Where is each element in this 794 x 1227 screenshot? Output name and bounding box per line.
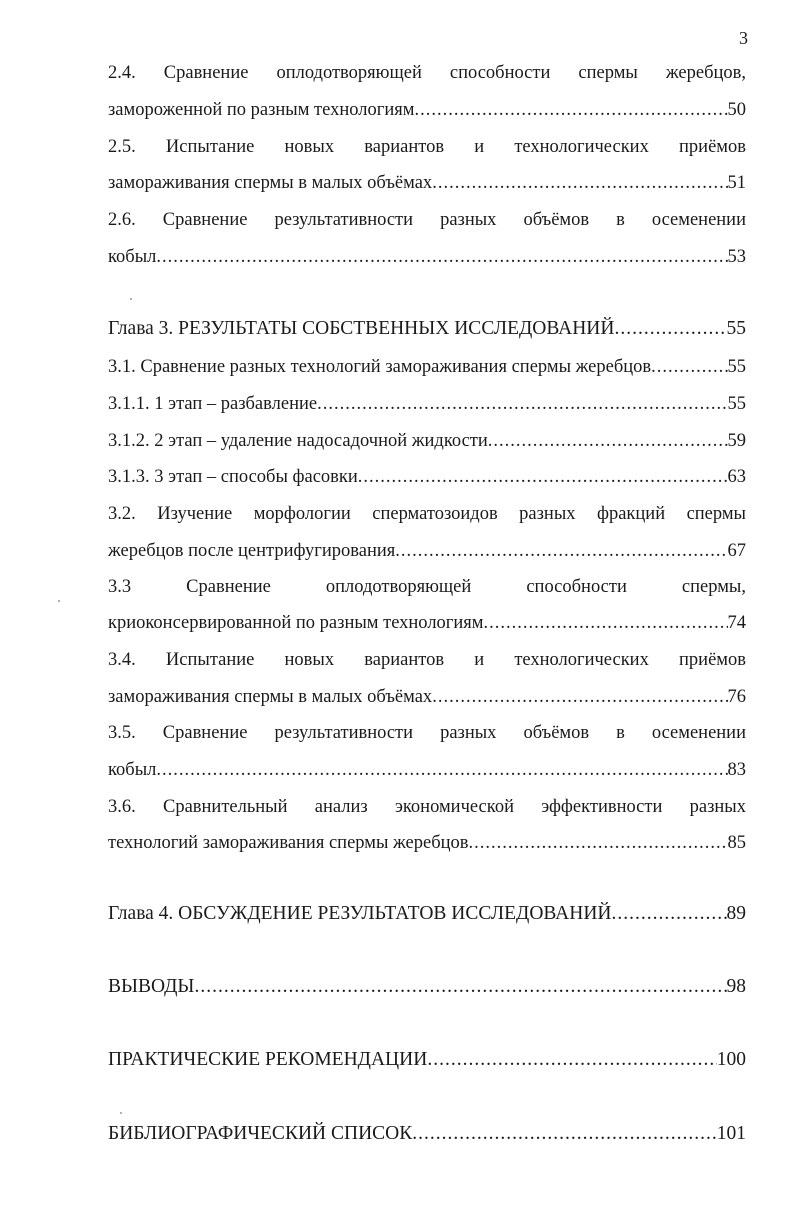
toc-page-number: 50 [727,100,746,120]
toc-word: морфологии [253,504,351,524]
toc-page-number: 59 [727,431,746,451]
scan-speck [130,298,132,300]
toc-entry-first-line [108,134,746,160]
toc-entry-title: 3.1.1. 1 этап – разбавление [108,394,318,414]
toc-leader-dots [395,538,727,564]
toc-page-number: 53 [727,247,746,267]
toc-word: и [474,137,485,157]
toc-leader-dots [432,684,727,710]
toc-leader-line [108,244,746,270]
toc-leader-line [108,170,746,196]
toc-leader-dots [194,974,726,1000]
toc-leader-dots [651,354,727,380]
toc-word: 3.4. [108,650,136,670]
toc-leader-dots [614,316,726,342]
toc-word: оплодотворяющей [276,63,422,83]
toc-entry-first-line [108,574,746,600]
toc-word: спермы [686,504,746,524]
toc-word: разных [440,723,497,743]
toc-word: 3.5. [108,723,136,743]
toc-word: технологических [514,137,649,157]
toc-leader-line [108,538,746,564]
toc-entry-title: криоконсервированной по разным технологиям [108,613,484,633]
toc-word: результативности [274,723,414,743]
toc-leader-line [108,974,746,1000]
toc-word: разных [519,504,576,524]
toc-page-number: 55 [726,318,746,339]
toc-word: разных [689,797,746,817]
toc-word: осеменении [651,723,746,743]
toc-entry-first-line [108,647,746,673]
toc-entry-title: Глава 3. РЕЗУЛЬТАТЫ СОБСТВЕННЫХ ИССЛЕДОВАНИЙ [108,318,615,339]
toc-word: вариантов [364,650,445,670]
toc-entry-title: 3.1.3. 3 этап – способы фасовки [108,467,358,487]
toc-entry-title: жеребцов после центрифугирования [108,541,396,561]
toc-page-number: 98 [726,976,746,997]
toc-entry-first-line [108,207,746,233]
toc-word: жеребцов, [665,63,746,83]
toc-entry-title: 3.1.2. 2 этап – удаление надосадочной жидкости [108,431,488,451]
toc-entry-title: Глава 4. ОБСУЖДЕНИЕ РЕЗУЛЬТАТОВ ИССЛЕДОВАНИЙ [108,903,612,924]
toc-leader-line [108,610,746,636]
toc-entry-first-line [108,720,746,746]
toc-entry-title: замороженной по разным технологиям [108,100,415,120]
toc-entry-first-line [108,794,746,820]
toc-leader-line [108,354,746,380]
toc-leader-line [108,684,746,710]
toc-entry-title: кобыл [108,760,157,780]
toc-word: объёмов [523,723,590,743]
toc-word: результативности [274,210,414,230]
toc-word: эффективности [541,797,663,817]
toc-word: 3.3 [108,577,132,597]
toc-word: анализ [314,797,368,817]
toc-word: Изучение [157,504,233,524]
toc-entry-first-line [108,501,746,527]
toc-entry-first-line [108,60,746,86]
toc-leader-dots [427,1047,716,1073]
scan-speck [120,1112,122,1114]
toc-word: в [616,723,625,743]
toc-word: способности [526,577,627,597]
toc-entry-title: 3.1. Сравнение разных технологий замораживания спермы жеребцов [108,357,652,377]
toc-leader-dots [484,610,728,636]
toc-entry-title: ПРАКТИЧЕСКИЕ РЕКОМЕНДАЦИИ [108,1049,428,1070]
toc-word: и [474,650,485,670]
toc-word: оплодотворяющей [325,577,472,597]
toc-word: спермы, [681,577,746,597]
toc-leader-line [108,428,746,454]
toc-page-number: 100 [716,1049,746,1070]
toc-word: способности [449,63,551,83]
toc-leader-dots [432,170,727,196]
toc-page-number: 67 [727,541,746,561]
toc-word: 3.2. [108,504,136,524]
toc-word: 2.6. [108,210,136,230]
toc-word: Сравнение [163,63,249,83]
toc-page-number: 74 [727,613,746,633]
toc-word: Испытание [165,137,255,157]
toc-leader-line [108,757,746,783]
toc-word: 2.4. [108,63,136,83]
toc-word: фракций [596,504,666,524]
toc-word: в [616,210,625,230]
toc-entry-title: замораживания спермы в малых объёмах [108,173,433,193]
toc-word: приёмов [679,650,746,670]
toc-page-number: 55 [727,394,746,414]
toc-leader-line [108,901,746,927]
toc-word: сперматозоидов [372,504,498,524]
toc-leader-line [108,1047,746,1073]
toc-leader-line [108,316,746,342]
toc-leader-dots [414,97,727,123]
toc-leader-dots [412,1121,717,1147]
toc-page-number: 85 [727,833,746,853]
toc-leader-line [108,391,746,417]
toc-entry-title: технологий замораживания спермы жеребцов [108,833,469,853]
toc-page-number: 76 [727,687,746,707]
toc-entry-title: БИБЛИОГРАФИЧЕСКИЙ СПИСОК [108,1123,413,1144]
toc-word: спермы [578,63,638,83]
toc-page-number: 101 [716,1123,746,1144]
toc-word: 2.5. [108,137,136,157]
toc-word: вариантов [364,137,445,157]
toc-word: Сравнение [162,723,248,743]
toc-page-number: 51 [727,173,746,193]
toc-word: технологических [514,650,649,670]
toc-word: Испытание [165,650,255,670]
toc-page-number: 89 [726,903,746,924]
toc-word: Сравнение [186,577,271,597]
toc-word: объёмов [523,210,590,230]
toc-word: Сравнение [162,210,248,230]
toc-entry-title: ВЫВОДЫ [108,976,195,997]
toc-entry-title: кобыл [108,247,157,267]
toc-leader-dots [488,428,728,454]
toc-entry-title: замораживания спермы в малых объёмах [108,687,433,707]
toc-word: новых [284,137,335,157]
toc-leader-line [108,830,746,856]
page-number: 3 [739,28,748,48]
toc-word: 3.6. [108,797,136,817]
toc-word: экономической [394,797,514,817]
toc-page-number: 55 [727,357,746,377]
toc-word: приёмов [679,137,746,157]
toc-leader-line [108,1121,746,1147]
toc-leader-dots [358,464,728,490]
toc-word: Сравнительный [162,797,288,817]
toc-word: новых [284,650,335,670]
toc-leader-dots [612,901,727,927]
toc-leader-dots [156,244,727,270]
toc-leader-dots [317,391,727,417]
toc-leader-line [108,97,746,123]
toc-leader-dots [469,830,728,856]
scan-speck [58,600,60,602]
toc-page-number: 63 [727,467,746,487]
toc-word: осеменении [651,210,746,230]
toc-leader-line [108,464,746,490]
toc-word: разных [440,210,497,230]
toc-page-number: 83 [727,760,746,780]
toc-leader-dots [156,757,727,783]
